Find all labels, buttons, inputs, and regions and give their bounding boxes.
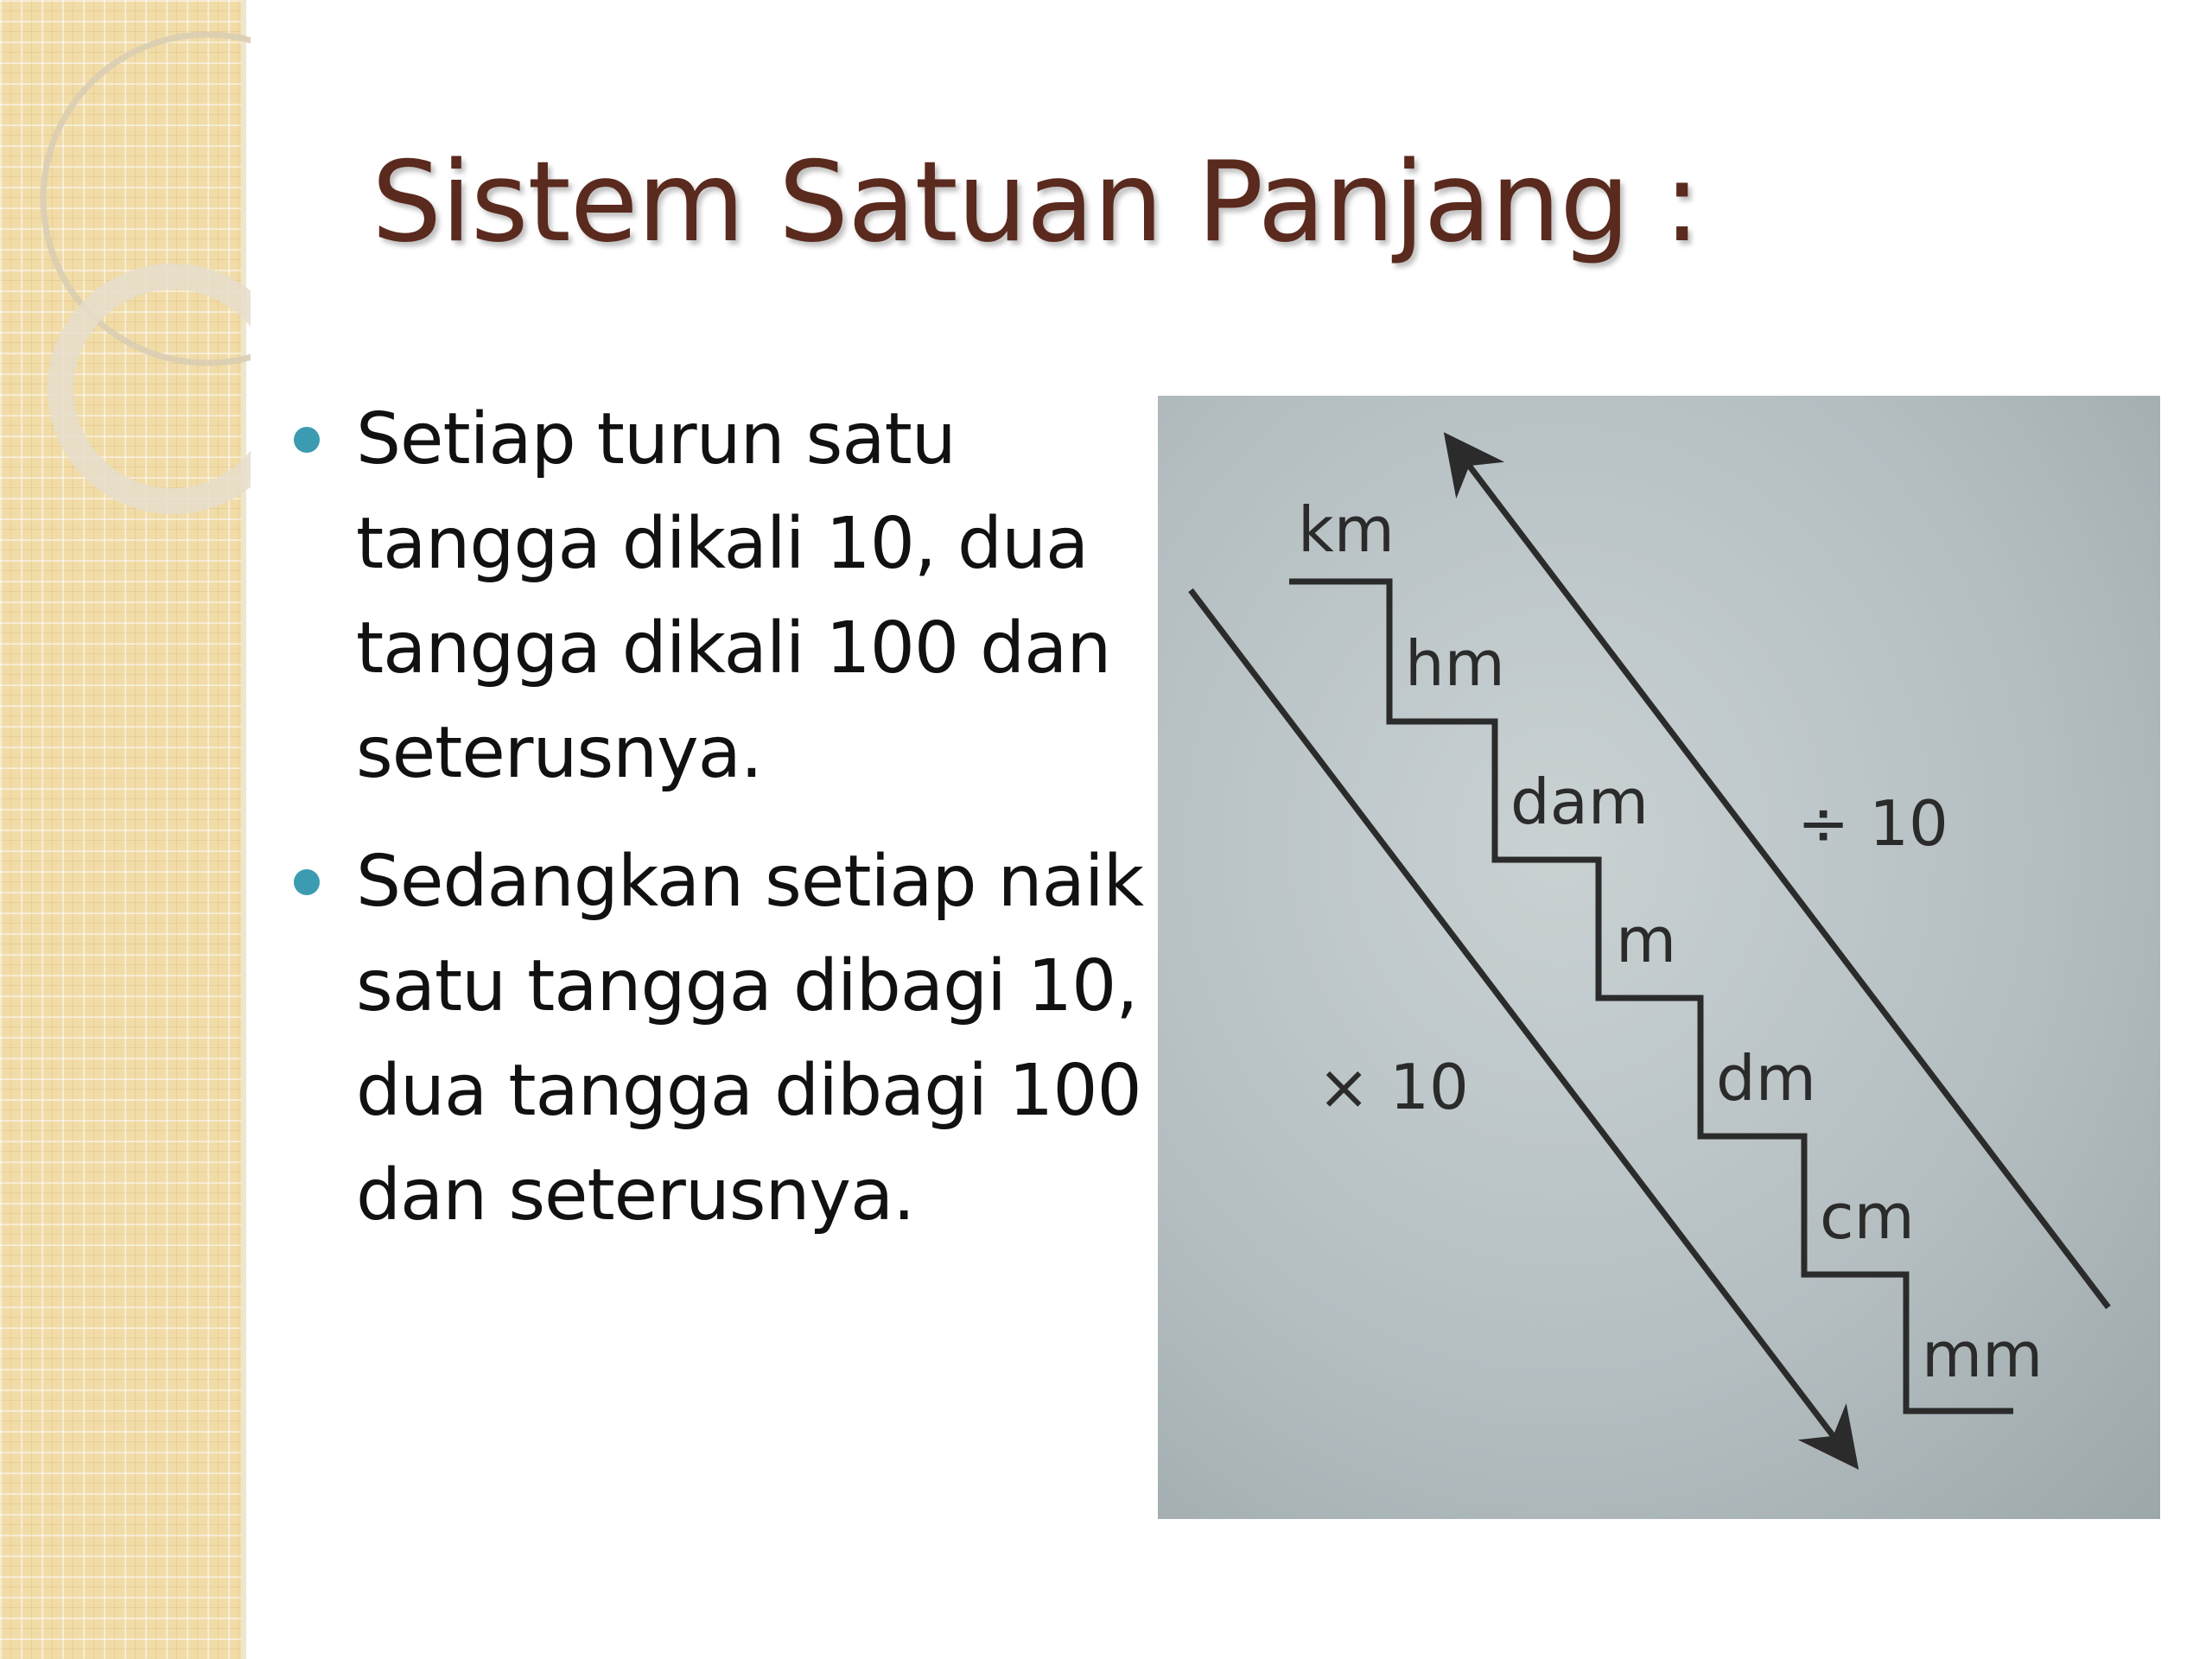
bullet-line: satu tangga dibagi 10, (356, 945, 1138, 1027)
bullet-line: Sedangkan setiap naik (356, 841, 1144, 923)
bullet-line: dan seterusnya. (356, 1154, 915, 1236)
down-arrow (1191, 590, 1840, 1446)
unit-label-km: km (1298, 493, 1395, 566)
unit-staircase-diagram (1158, 396, 2160, 1519)
unit-label-hm: hm (1405, 627, 1505, 700)
unit-staircase-image (1158, 396, 2160, 1519)
bullet-item (285, 830, 1149, 1248)
bullet-icon (294, 869, 320, 895)
unit-label-m: m (1616, 904, 1677, 976)
bullet-line: dua tangga dibagi 100 (356, 1050, 1141, 1132)
bullet-line: tangga dikali 10, dua (356, 503, 1089, 585)
unit-label-mm: mm (1922, 1319, 2044, 1391)
bullet-icon (294, 427, 320, 453)
unit-label-cm: cm (1820, 1180, 1915, 1253)
bullet-item (285, 387, 1149, 805)
divide-label: ÷ 10 (1797, 787, 1948, 860)
up-arrow (1462, 456, 2108, 1307)
unit-label-dm: dm (1716, 1042, 1816, 1115)
decorative-rings (0, 0, 251, 536)
unit-label-dam: dam (1510, 766, 1649, 838)
bullet-list (285, 387, 1149, 1272)
multiply-label: × 10 (1318, 1051, 1469, 1123)
bullet-line: seterusnya. (356, 712, 762, 794)
bullet-line: tangga dikali 100 dan (356, 607, 1111, 690)
page-title: Sistem Satuan Panjang : (372, 138, 1700, 267)
bullet-line: Setiap turun satu (356, 398, 956, 480)
